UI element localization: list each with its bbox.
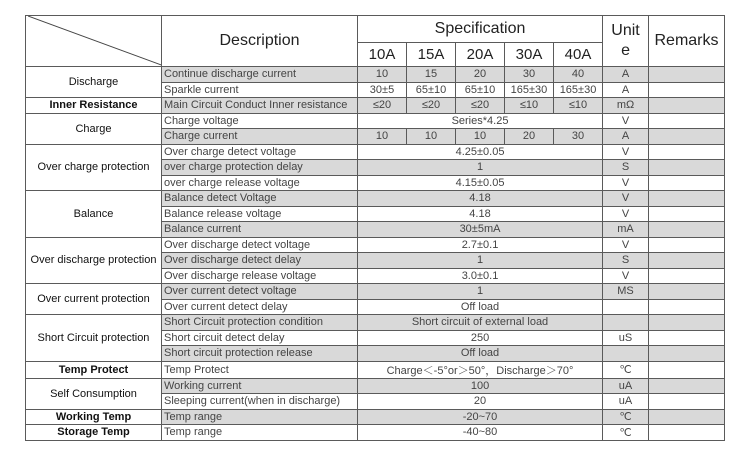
row-unit: mA (603, 222, 649, 238)
row-remark (649, 346, 725, 362)
row-unit: uS (603, 330, 649, 346)
row-value: 1 (358, 160, 603, 176)
row-description: Main Circuit Conduct Inner resistance (162, 98, 358, 114)
row-remark (649, 113, 725, 129)
diagonal-line (28, 16, 162, 66)
row-remark (649, 253, 725, 269)
row-remark (649, 160, 725, 176)
row-value: 10 (358, 67, 407, 83)
row-description: Over discharge detect voltage (162, 237, 358, 253)
row-value: 20 (505, 129, 554, 145)
spec-table-container (25, 15, 724, 445)
row-value: 1 (358, 253, 603, 269)
row-unit (603, 315, 649, 331)
row-unit (603, 299, 649, 315)
row-description: Charge current (162, 129, 358, 145)
row-value: 2.7±0.1 (358, 237, 603, 253)
row-value: 165±30 (505, 82, 554, 98)
row-description: Over current detect voltage (162, 284, 358, 300)
row-unit: S (603, 253, 649, 269)
row-remark (649, 425, 725, 441)
row-unit: ℃ (603, 425, 649, 441)
row-value: 10 (407, 129, 456, 145)
row-description: over charge protection delay (162, 160, 358, 176)
row-unit: uA (603, 378, 649, 394)
row-unit: V (603, 237, 649, 253)
category-over-discharge-protection: Over discharge protection (26, 237, 162, 284)
row-remark (649, 299, 725, 315)
table-row (26, 191, 725, 207)
row-value: 65±10 (456, 82, 505, 98)
header-model-30a: 30A (505, 42, 554, 66)
row-value: -20~70 (358, 409, 603, 425)
row-value: 10 (456, 129, 505, 145)
row-description: Over current detect delay (162, 299, 358, 315)
row-unit: ℃ (603, 361, 649, 378)
row-value: 1 (358, 284, 603, 300)
row-unit: V (603, 206, 649, 222)
row-value: 30±5mA (358, 222, 603, 238)
row-remark (649, 144, 725, 160)
row-value: 100 (358, 378, 603, 394)
row-remark (649, 361, 725, 378)
row-value: -40~80 (358, 425, 603, 441)
row-remark (649, 268, 725, 284)
table-row (26, 361, 725, 378)
category-over-current-protection: Over current protection (26, 284, 162, 315)
category-storage-temp: Storage Temp (26, 425, 162, 441)
row-value: 40 (554, 67, 603, 83)
row-description: Balance release voltage (162, 206, 358, 222)
row-value: 30±5 (358, 82, 407, 98)
row-remark (649, 409, 725, 425)
row-unit: V (603, 144, 649, 160)
table-row (26, 315, 725, 331)
header-model-40a: 40A (554, 42, 603, 66)
row-value: 3.0±0.1 (358, 268, 603, 284)
header-model-20a: 20A (456, 42, 505, 66)
row-value: Short circuit of external load (358, 315, 603, 331)
row-unit: V (603, 113, 649, 129)
table-row (26, 67, 725, 83)
row-remark (649, 378, 725, 394)
category-working-temp: Working Temp (26, 409, 162, 425)
row-description: Temp range (162, 409, 358, 425)
row-unit: A (603, 67, 649, 83)
row-remark (649, 129, 725, 145)
row-value: ≤10 (505, 98, 554, 114)
category-self-consumption: Self Consumption (26, 378, 162, 409)
row-remark (649, 237, 725, 253)
header-model-10a: 10A (358, 42, 407, 66)
row-unit: ℃ (603, 409, 649, 425)
row-value: 15 (407, 67, 456, 83)
row-value: Off load (358, 299, 603, 315)
row-unit: V (603, 191, 649, 207)
row-value: 10 (358, 129, 407, 145)
row-value: 250 (358, 330, 603, 346)
row-remark (649, 175, 725, 191)
table-row (26, 113, 725, 129)
row-description: Working current (162, 378, 358, 394)
header-unit: Unit e (603, 16, 649, 67)
row-description: Over charge detect voltage (162, 144, 358, 160)
row-value: Charge＜-5°or＞50°，Discharge＞70° (358, 361, 603, 378)
row-remark (649, 191, 725, 207)
header-model-15a: 15A (407, 42, 456, 66)
row-value: Series*4.25 (358, 113, 603, 129)
row-value: 30 (505, 67, 554, 83)
header-specification: Specification (358, 16, 603, 43)
row-description: Sleeping current(when in discharge) (162, 394, 358, 410)
row-value: 165±30 (554, 82, 603, 98)
row-description: Continue discharge current (162, 67, 358, 83)
row-value: 4.18 (358, 206, 603, 222)
row-unit: uA (603, 394, 649, 410)
row-value: 4.18 (358, 191, 603, 207)
row-remark (649, 330, 725, 346)
category-short-circuit-protection: Short Circuit protection (26, 315, 162, 362)
row-value: ≤10 (554, 98, 603, 114)
table-row (26, 378, 725, 394)
category-balance: Balance (26, 191, 162, 238)
row-description: Over discharge detect delay (162, 253, 358, 269)
row-value: 4.25±0.05 (358, 144, 603, 160)
row-description: Temp Protect (162, 361, 358, 378)
row-remark (649, 284, 725, 300)
row-description: Over discharge release voltage (162, 268, 358, 284)
row-remark (649, 82, 725, 98)
table-row (26, 98, 725, 114)
row-description: Balance current (162, 222, 358, 238)
row-description: over charge release voltage (162, 175, 358, 191)
row-unit: A (603, 82, 649, 98)
row-unit: mΩ (603, 98, 649, 114)
row-remark (649, 222, 725, 238)
row-description: Short Circuit protection condition (162, 315, 358, 331)
row-description: Sparkle current (162, 82, 358, 98)
row-unit: V (603, 175, 649, 191)
row-remark (649, 98, 725, 114)
row-value: 20 (358, 394, 603, 410)
category-discharge: Discharge (26, 67, 162, 98)
row-description: Short circuit detect delay (162, 330, 358, 346)
category-temp-protect: Temp Protect (26, 361, 162, 378)
header-corner-cell (26, 16, 162, 67)
row-value: 30 (554, 129, 603, 145)
table-row (26, 144, 725, 160)
row-remark (649, 315, 725, 331)
row-description: Balance detect Voltage (162, 191, 358, 207)
row-unit: V (603, 268, 649, 284)
row-description: Temp range (162, 425, 358, 441)
row-value: 65±10 (407, 82, 456, 98)
row-value: 4.15±0.05 (358, 175, 603, 191)
header-description: Description (162, 16, 358, 67)
category-charge: Charge (26, 113, 162, 144)
row-unit: A (603, 129, 649, 145)
row-unit: S (603, 160, 649, 176)
row-unit (603, 346, 649, 362)
row-value: ≤20 (407, 98, 456, 114)
row-value: ≤20 (358, 98, 407, 114)
row-value: 20 (456, 67, 505, 83)
row-remark (649, 67, 725, 83)
row-value: Off load (358, 346, 603, 362)
table-row (26, 425, 725, 441)
row-remark (649, 206, 725, 222)
header-remarks: Remarks (649, 16, 725, 67)
row-description: Charge voltage (162, 113, 358, 129)
row-value: ≤20 (456, 98, 505, 114)
row-remark (649, 394, 725, 410)
table-row (26, 237, 725, 253)
row-unit: MS (603, 284, 649, 300)
category-over-charge-protection: Over charge protection (26, 144, 162, 191)
table-row (26, 284, 725, 300)
spec-table (25, 15, 725, 441)
table-row (26, 409, 725, 425)
row-description: Short circuit protection release (162, 346, 358, 362)
category-inner-resistance: Inner Resistance (26, 98, 162, 114)
